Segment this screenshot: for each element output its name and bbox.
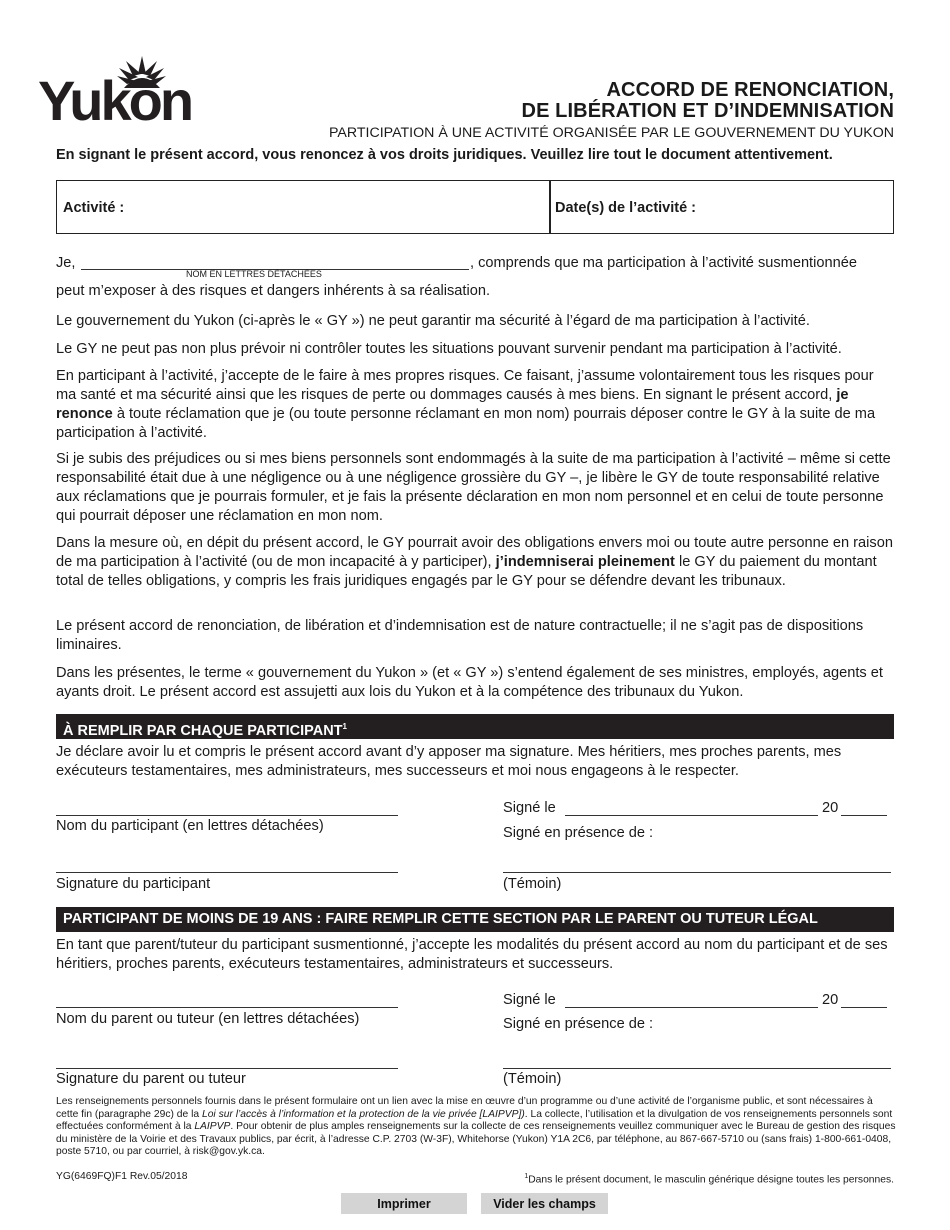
- year-prefix: 20: [822, 800, 839, 816]
- activity-box: [56, 180, 894, 234]
- paragraph-risks: En participant à l’activité, j’accepte de le faire à mes propres risques. Ce faisant, j’assume volontairement tous les risques pour ma santé et ma sécurité ainsi que les risques de perte ou dommages causés à mes biens. En signant le présent accord, je renonce à toute réclamation que je (ou toute personne réclamant en mon nom) pourrais déposer contre le GY à la suite de ma participation à l’activité.: [56, 368, 876, 441]
- witness-input[interactable]: [503, 857, 891, 873]
- signed-year-input[interactable]: [841, 800, 887, 816]
- form-title-line1: ACCORD DE RENONCIATION,: [606, 79, 894, 101]
- gender-footnote: $^1$Dans le présent document, le masculin générique désigne toutes les personnes.: [524, 1173, 894, 1186]
- paragraph-contractual: Le présent accord de renonciation, de libération et d’indemnisation est de nature contractuelle; il ne s’agit pas de dispositions liminaires.: [56, 618, 864, 653]
- print-button[interactable]: Imprimer: [341, 1193, 467, 1214]
- section-participant-header: À REMPLIR PAR CHAQUE PARTICIPANT$^1$: [56, 714, 894, 739]
- paragraph-definitions: Dans les présentes, le terme « gouvernement du Yukon » (et « GY ») s’entend également de ses ministres, employés, agents et ayants droit. Le présent accord est assujetti aux lois du Yukon et à la compétence des tribunaux du Yukon.: [56, 665, 883, 700]
- paragraph-indemnity: Dans la mesure où, en dépit du présent accord, le GY pourrait avoir des obligations envers moi ou toute autre personne en raison de ma participation à l’activité (ou de mon incapacité à y participer), j’indemniserai pleinement le GY du paiement du montant total de telles obligations, y compris les frais juridiques engagés par le GY pour se défendre devant les tribunaux.: [56, 535, 893, 589]
- activity-date-label: Date(s) de l’activité :: [555, 200, 697, 216]
- paragraph-safety: Le gouvernement du Yukon (ci-après le « GY ») ne peut garantir ma sécurité à l’égard de ma participation à l’activité.: [56, 313, 810, 329]
- form-subtitle: PARTICIPATION À UNE ACTIVITÉ ORGANISÉE PAR LE GOUVERNEMENT DU YUKON: [329, 125, 894, 141]
- intro-after-name: , comprends que ma participation à l’activité susmentionnée: [470, 255, 857, 271]
- intro-je: Je,: [56, 255, 76, 271]
- clear-fields-button[interactable]: Vider les champs: [481, 1193, 608, 1214]
- form-code: YG(6469FQ)F1 Rev.05/2018: [56, 1171, 188, 1182]
- guardian-declaration: En tant que parent/tuteur du participant susmentionné, j’accepte les modalités du présent accord au nom du participant et de ses héritiers, proches parents, exécuteurs testamentaires, administrateurs et successeurs.: [56, 937, 888, 972]
- guardian-signed-on-date-input[interactable]: [565, 992, 818, 1008]
- guardian-witness-input[interactable]: [503, 1053, 891, 1069]
- form-title-line2: DE LIBÉRATION ET D’INDEMNISATION: [521, 100, 894, 122]
- participant-signature-input[interactable]: [56, 857, 398, 873]
- paragraph-control: Le GY ne peut pas non plus prévoir ni contrôler toutes les situations pouvant survenir pendant ma participation à l’activité.: [56, 341, 842, 357]
- signed-on-label: Signé le: [503, 800, 556, 816]
- guardian-name-input[interactable]: [56, 992, 398, 1008]
- participant-name-label: Nom du participant (en lettres détachées): [56, 818, 324, 834]
- name-hint: NOM EN LETTRES DÉTACHÉES: [186, 269, 322, 279]
- guardian-signed-year-input[interactable]: [841, 992, 887, 1008]
- participant-declaration: Je déclare avoir lu et compris le présent accord avant d’y apposer ma signature. Mes héritiers, mes proches parents, mes exécuteurs testamentaires, mes administrateurs, mes successeurs et moi nous engageons à le respecter.: [56, 744, 842, 779]
- intro-line2: peut m’exposer à des risques et dangers inhérents à sa réalisation.: [56, 283, 491, 299]
- participant-name-input[interactable]: [56, 800, 398, 816]
- participant-name-field[interactable]: [81, 254, 469, 270]
- logo-wordmark: Yukon: [38, 69, 192, 124]
- guardian-signed-on-label: Signé le: [503, 992, 556, 1008]
- legal-warning: En signant le présent accord, vous renoncez à vos droits juridiques. Veuillez lire tout le document attentivement.: [56, 147, 833, 163]
- activity-label: Activité :: [63, 200, 125, 216]
- guardian-year-prefix: 20: [822, 992, 839, 1008]
- paragraph-release: Si je subis des préjudices ou si mes biens personnels sont endommagés à la suite de ma participation à l’activité – même si cette responsabilité était due à une négligence ou à une négligence grossière du GY –, je libère le GY de toute responsabilité relative aux réclamations que je pourrais formuler, et je fais la présente déclaration en mon nom personnel et en celui de toute personne qui pourrait déposer une réclamation en mon nom.: [56, 451, 891, 524]
- guardian-name-label: Nom du parent ou tuteur (en lettres détachées): [56, 1011, 360, 1027]
- witness-label: (Témoin): [503, 876, 562, 892]
- guardian-signed-presence-label: Signé en présence de :: [503, 1016, 654, 1032]
- activity-box-divider: [549, 181, 551, 233]
- signed-presence-label: Signé en présence de :: [503, 825, 654, 841]
- guardian-signature-input[interactable]: [56, 1053, 398, 1069]
- guardian-signature-label: Signature du parent ou tuteur: [56, 1071, 246, 1087]
- privacy-notice: Les renseignements personnels fournis dans le présent formulaire ont un lien avec la mise en œuvre d’un programme ou d’une activité de l’organisme public, et sont nécessaires à cette fin (paragraphe 29c) de la Loi sur l’accès à l’information et la protection de la vie privée [LAIPVP]). La collecte, l’utilisation et la divulgation de vos renseignements personnels sont effectuées conformément à la LAIPVP. Pour obtenir de plus amples renseignements sur la collecte de ces renseignements veuillez communiquer avec le Bureau de gestion des risques du ministère de la Voirie et des Travaux publics, par écrit, à l’adresse C.P. 2703 (W-3F), Whitehorse (Yukon) Y1A 2C6, par téléphone, au 867-667-5710 ou (sans frais) 1-800-661-0408, poste 5710, ou par courriel, à risk@gov.yk.ca.: [56, 1096, 896, 1158]
- section-guardian-header: PARTICIPANT DE MOINS DE 19 ANS : FAIRE REMPLIR CETTE SECTION PAR LE PARENT OU TUTEUR LÉGAL: [56, 907, 894, 932]
- participant-signature-label: Signature du participant: [56, 876, 211, 892]
- signed-on-date-input[interactable]: [565, 800, 818, 816]
- guardian-witness-label: (Témoin): [503, 1071, 562, 1087]
- yukon-logo: [38, 52, 213, 124]
